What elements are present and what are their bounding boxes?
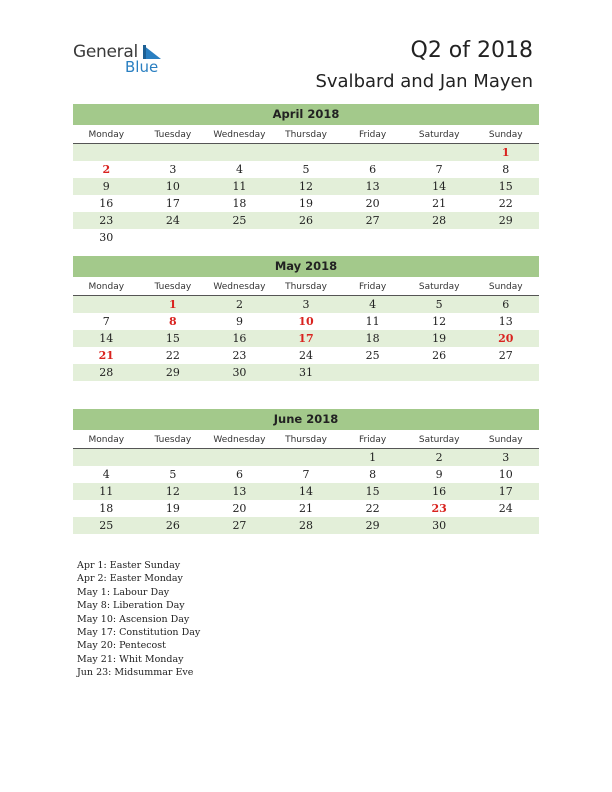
day-cell: 24 [498, 502, 513, 515]
week-row [73, 195, 539, 212]
day-cell: 23 [99, 214, 114, 227]
day-cell: 21 [98, 349, 114, 362]
empty-day-cell [73, 449, 140, 466]
empty-day-cell [273, 144, 340, 161]
day-cell: 19 [432, 332, 447, 345]
empty-day-cell [339, 144, 406, 161]
weekday-header-row [73, 432, 539, 449]
day-cell: 26 [165, 519, 180, 532]
day-cell: 18 [232, 197, 247, 210]
day-cell: 3 [169, 163, 177, 176]
day-cell: 30 [432, 519, 447, 532]
week-row [73, 296, 539, 313]
day-cell: 13 [498, 315, 513, 328]
day-cell: 29 [498, 214, 513, 227]
day-cell: 8 [169, 315, 177, 328]
week-row [73, 229, 539, 246]
weekday-label: Saturday [418, 282, 460, 292]
week-row [73, 161, 539, 178]
quarter-title: Q2 of 2018 [410, 38, 533, 63]
weekday-label: Thursday [285, 282, 327, 292]
weekday-label: Thursday [285, 435, 327, 445]
day-cell: 22 [365, 502, 380, 515]
day-cell: 23 [232, 349, 247, 362]
empty-day-cell [339, 229, 406, 246]
empty-day-cell [206, 144, 273, 161]
day-cell: 13 [365, 180, 380, 193]
empty-day-cell [140, 449, 207, 466]
empty-day-cell [406, 144, 473, 161]
day-cell: 23 [431, 502, 447, 515]
weekday-label: Wednesday [213, 435, 266, 445]
weekday-header-row [73, 279, 539, 296]
day-cell: 22 [165, 349, 180, 362]
holiday-entry: Apr 1: Easter Sunday [77, 560, 181, 571]
day-cell: 25 [232, 214, 247, 227]
day-cell: 12 [432, 315, 447, 328]
day-cell: 19 [299, 197, 314, 210]
month-calendar-april [73, 104, 539, 246]
day-cell: 8 [369, 468, 377, 481]
weekday-label: Sunday [488, 282, 523, 292]
weekday-label: Thursday [285, 130, 327, 140]
day-cell: 2 [435, 451, 443, 464]
holiday-entry: May 17: Constitution Day [77, 627, 201, 639]
day-cell: 1 [501, 146, 510, 159]
week-row [73, 212, 539, 229]
day-cell: 5 [302, 163, 310, 176]
day-cell: 16 [99, 197, 114, 210]
day-cell: 20 [232, 502, 247, 515]
day-cell: 7 [435, 163, 443, 176]
weekday-label: Friday [358, 282, 387, 292]
empty-day-cell [472, 229, 539, 246]
day-cell: 9 [102, 180, 110, 193]
weekday-label: Monday [88, 435, 125, 445]
day-cell: 21 [432, 197, 447, 210]
weekday-label: Tuesday [154, 435, 192, 445]
empty-day-cell [273, 449, 340, 466]
logo-general-text: General [73, 42, 138, 62]
empty-day-cell [472, 364, 539, 381]
day-cell: 20 [498, 332, 514, 345]
day-cell: 1 [369, 451, 377, 464]
country-title: Svalbard and Jan Mayen [315, 71, 533, 92]
day-cell: 22 [498, 197, 513, 210]
month-title: June 2018 [73, 409, 539, 430]
holiday-entry: May 1: Labour Day [77, 586, 170, 598]
day-cell: 13 [232, 485, 247, 498]
day-cell: 30 [232, 366, 247, 379]
holiday-entry: May 10: Ascension Day [77, 613, 190, 625]
week-row [73, 347, 539, 364]
week-row [73, 313, 539, 330]
logo [73, 42, 173, 78]
day-cell: 2 [102, 163, 111, 176]
empty-day-cell [406, 364, 473, 381]
empty-day-cell [472, 517, 539, 534]
day-cell: 14 [432, 180, 447, 193]
weekday-label: Tuesday [154, 130, 192, 140]
day-cell: 7 [302, 468, 310, 481]
weekday-label: Sunday [488, 130, 523, 140]
day-cell: 31 [299, 366, 314, 379]
week-row [73, 330, 539, 347]
day-cell: 12 [165, 485, 180, 498]
day-cell: 6 [502, 298, 510, 311]
day-cell: 15 [498, 180, 513, 193]
day-cell: 18 [99, 502, 114, 515]
day-cell: 29 [165, 366, 180, 379]
weekday-label: Saturday [418, 435, 460, 445]
weekday-label: Wednesday [213, 130, 266, 140]
week-row [73, 144, 539, 161]
empty-day-cell [140, 144, 207, 161]
holiday-entry: Jun 23: Midsummar Eve [77, 667, 194, 679]
day-cell: 14 [99, 332, 114, 345]
week-row [73, 364, 539, 381]
empty-day-cell [339, 364, 406, 381]
weekday-label: Friday [358, 435, 387, 445]
day-cell: 11 [99, 485, 114, 498]
day-cell: 18 [365, 332, 380, 345]
day-cell: 29 [365, 519, 380, 532]
empty-day-cell [406, 229, 473, 246]
weekday-label: Sunday [488, 435, 523, 445]
week-row [73, 517, 539, 534]
day-cell: 19 [165, 502, 180, 515]
month-calendar-may [73, 256, 539, 381]
day-cell: 3 [302, 298, 310, 311]
month-title: April 2018 [73, 104, 539, 125]
day-cell: 4 [102, 468, 110, 481]
day-cell: 28 [99, 366, 114, 379]
day-cell: 10 [498, 468, 513, 481]
day-cell: 27 [498, 349, 513, 362]
day-cell: 6 [235, 468, 243, 481]
day-cell: 16 [432, 485, 447, 498]
day-cell: 12 [299, 180, 314, 193]
day-cell: 25 [99, 519, 114, 532]
holiday-entry: May 20: Pentecost [77, 640, 166, 652]
holiday-entry: May 21: Whit Monday [77, 653, 184, 665]
day-cell: 27 [232, 519, 247, 532]
day-cell: 8 [502, 163, 510, 176]
holiday-entry: May 8: Liberation Day [77, 600, 185, 612]
day-cell: 11 [365, 315, 380, 328]
month-calendar-june [73, 409, 539, 534]
weekday-label: Monday [88, 282, 125, 292]
day-cell: 2 [235, 298, 243, 311]
week-row [73, 466, 539, 483]
weekday-label: Monday [88, 130, 125, 140]
day-cell: 24 [165, 214, 180, 227]
holiday-entry: Apr 2: Easter Monday [77, 573, 183, 585]
weekday-label: Tuesday [154, 282, 192, 292]
day-cell: 16 [232, 332, 247, 345]
week-row [73, 500, 539, 517]
day-cell: 10 [165, 180, 180, 193]
weekday-header-row [73, 127, 539, 144]
day-cell: 3 [502, 451, 510, 464]
day-cell: 17 [498, 485, 513, 498]
weekday-label: Saturday [418, 130, 460, 140]
day-cell: 30 [99, 231, 114, 244]
day-cell: 1 [169, 298, 177, 311]
week-row [73, 483, 539, 500]
day-cell: 27 [365, 214, 380, 227]
day-cell: 17 [165, 197, 180, 210]
empty-day-cell [73, 144, 140, 161]
month-title: May 2018 [73, 256, 539, 277]
day-cell: 7 [102, 315, 110, 328]
day-cell: 4 [369, 298, 377, 311]
day-cell: 17 [298, 332, 314, 345]
empty-day-cell [206, 229, 273, 246]
day-cell: 15 [165, 332, 180, 345]
empty-day-cell [73, 296, 140, 313]
day-cell: 9 [435, 468, 443, 481]
empty-day-cell [140, 229, 207, 246]
day-cell: 14 [299, 485, 314, 498]
logo-blue-text: Blue [125, 58, 159, 76]
empty-day-cell [273, 229, 340, 246]
empty-day-cell [206, 449, 273, 466]
day-cell: 4 [235, 163, 243, 176]
day-cell: 15 [365, 485, 380, 498]
holiday-list [77, 559, 200, 680]
week-row [73, 449, 539, 466]
weekday-label: Wednesday [213, 282, 266, 292]
week-row [73, 178, 539, 195]
day-cell: 26 [299, 214, 314, 227]
day-cell: 28 [432, 214, 447, 227]
weekday-label: Friday [358, 130, 387, 140]
day-cell: 26 [432, 349, 447, 362]
day-cell: 11 [232, 180, 247, 193]
day-cell: 5 [435, 298, 443, 311]
day-cell: 21 [299, 502, 314, 515]
day-cell: 5 [169, 468, 177, 481]
day-cell: 6 [369, 163, 377, 176]
day-cell: 25 [365, 349, 380, 362]
day-cell: 28 [299, 519, 314, 532]
day-cell: 10 [298, 315, 314, 328]
day-cell: 24 [299, 349, 314, 362]
day-cell: 9 [235, 315, 243, 328]
day-cell: 20 [365, 197, 380, 210]
